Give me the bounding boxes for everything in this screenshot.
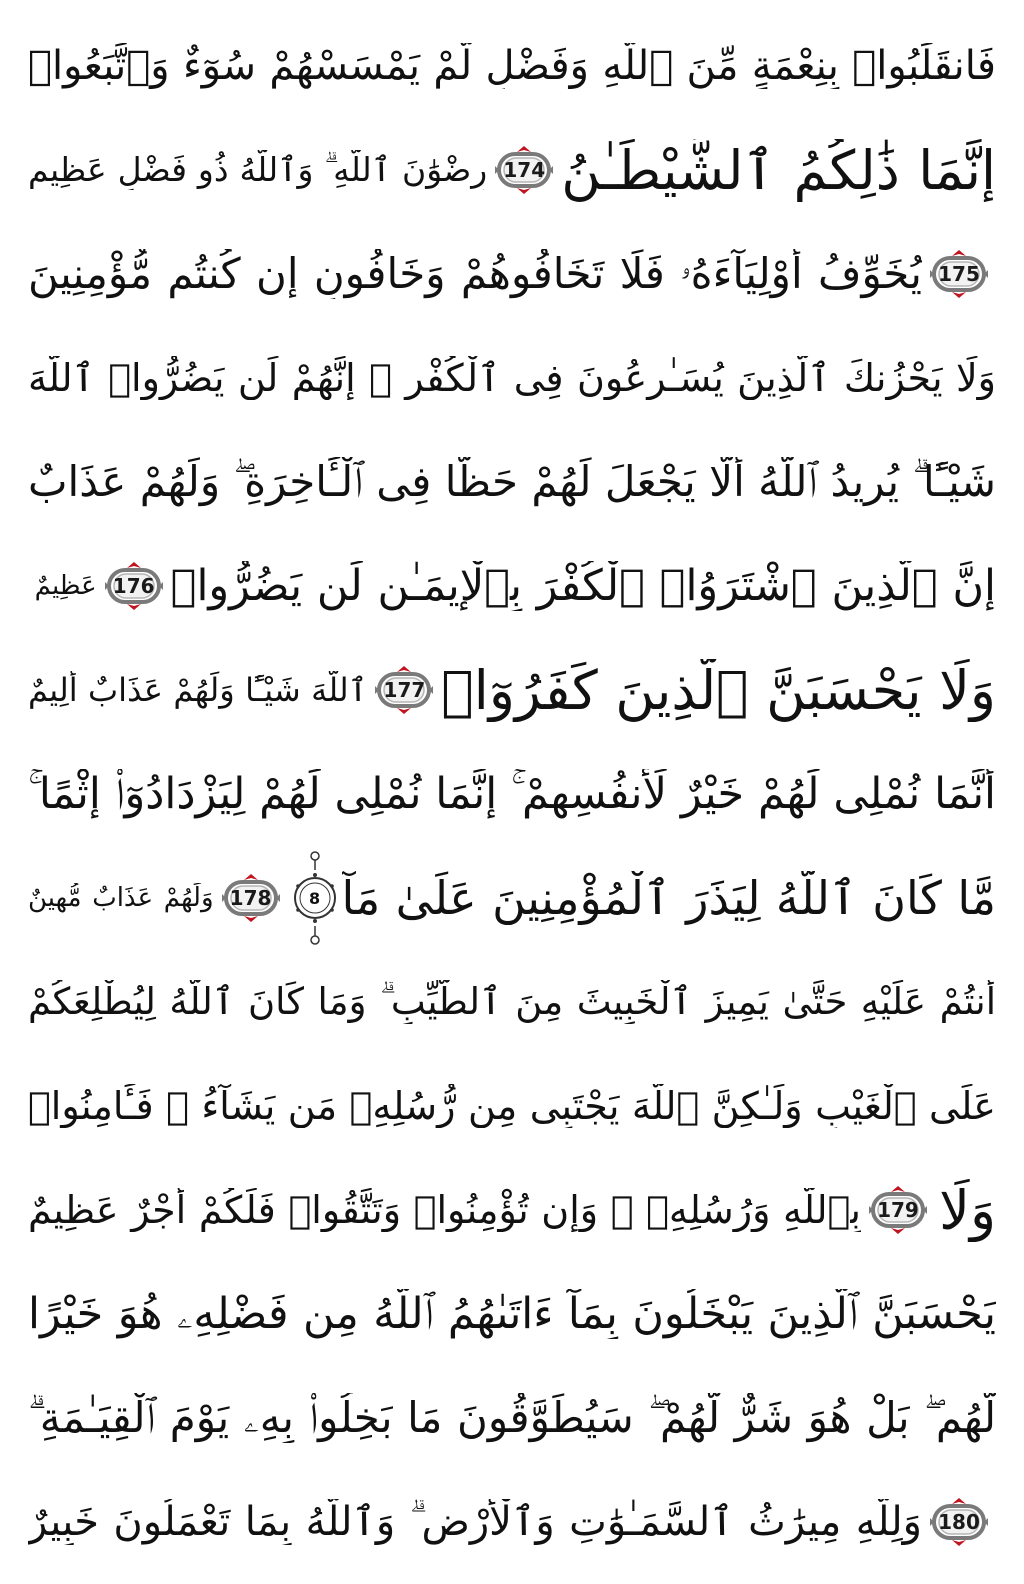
verse-line [28,846,996,950]
verse-text: ٱللَّهَ شَيْـًٔا وَلَهُمْ عَذَابٌ أَلِيمٌ [28,671,368,709]
ayah-number-marker [493,144,555,196]
verse-text: بِٱللَّهِ وَرُسُلِهِۦ ۚ وَإِن تُؤْمِنُوا۟ وَتَتَّقُوا۟ فَلَكُمْ أَجْرٌ عَظِيمٌ [28,1188,861,1232]
verse-text: رِضْوَٰنَ ٱللَّهِ ۗ وَٱللَّهُ ذُو فَضْلٍ عَظِيمٍ [28,150,488,189]
ayah-number-marker [373,664,435,716]
hizb-number: 8 [308,888,321,908]
ayah-number: 174 [503,158,546,182]
ayah-number: 180 [938,1510,980,1534]
ayah-number-marker [103,560,165,612]
verse-text: يَحْسَبَنَّ ٱلَّذِينَ يَبْخَلُونَ بِمَآ ءَاتَىٰهُمُ ٱللَّهُ مِن فَضْلِهِۦ هُوَ خَيْرًا [28,1289,996,1339]
verse-line [28,742,996,846]
verse-line [28,118,996,222]
verse-line [28,326,996,430]
verse-text: أَنتُمْ عَلَيْهِ حَتَّىٰ يَمِيزَ ٱلْخَبِيثَ مِنَ ٱلطَّيِّبِ ۗ وَمَا كَانَ ٱللَّهُ لِيُطْلِعَكُمْ [28,980,996,1023]
ayah-number: 177 [383,678,426,702]
verse-text: وَلَهُمْ عَذَابٌ مُّهِينٌ [28,883,214,913]
verse-line [28,950,996,1054]
verse-text: وَلِلَّهِ مِيرَٰثُ ٱلسَّمَـٰوَٰتِ وَٱلْأَرْضِ ۗ وَٱللَّهُ بِمَا تَعْمَلُونَ خَبِيرٌ [28,1499,922,1545]
verse-line [28,1366,996,1470]
verse-line [28,430,996,534]
verse-text: لَّهُم ۖ بَلْ هُوَ شَرٌّ لَّهُمْ ۖ سَيُطَوَّقُونَ مَا بَخِلُوا۟ بِهِۦ يَوْمَ ٱلْقِيَـٰمَةِ ۗ [28,1393,996,1442]
verse-text: مَّا كَانَ ٱللَّهُ لِيَذَرَ ٱلْمُؤْمِنِينَ عَلَىٰ مَآ [341,871,996,925]
ayah-number: 175 [938,262,980,286]
ayah-number-marker [220,872,282,924]
verse-line [28,638,996,742]
verse-text: أَنَّمَا نُمْلِى لَهُمْ خَيْرٌ لِّأَنفُسِهِمْ ۚ إِنَّمَا نُمْلِى لَهُمْ لِيَزْدَادُوٓا۟ إِثْمًا ۚ [28,769,996,819]
verse-text: شَيْـًٔا ۗ يُرِيدُ ٱللَّهُ أَلَّا يَجْعَلَ لَهُمْ حَظًّا فِى ٱلْـَٔاخِرَةِ ۖ وَلَهُمْ عَذَابٌ [28,457,996,506]
verse-text: وَلَا يَحْزُنكَ ٱلَّذِينَ يُسَـٰرِعُونَ فِى ٱلْكُفْرِ ۚ إِنَّهُمْ لَن يَضُرُّوا۟ ٱللَّهَ [28,356,996,400]
verse-text: يُخَوِّفُ أَوْلِيَآءَهُۥ فَلَا تَخَافُوهُمْ وَخَافُونِ إِن كُنتُم مُّؤْمِنِينَ [28,249,922,298]
verse-text: إِنَّ ٱلَّذِينَ ٱشْتَرَوُا۟ ٱلْكُفْرَ بِٱلْإِيمَـٰنِ لَن يَضُرُّوا۟ [170,561,996,611]
verse-text: فَانقَلَبُوا۟ بِنِعْمَةٍ مِّنَ ٱللَّهِ وَفَضْلٍ لَّمْ يَمْسَسْهُمْ سُوٓءٌ وَٱتَّبَعُوا۟ [28,43,996,89]
verse-text: وَلَا [939,1178,996,1242]
verse-line [28,534,996,638]
ayah-number-marker [928,1496,990,1548]
verse-line [28,1470,996,1574]
ayah-number-marker [928,248,990,300]
verse-text: وَلَا يَحْسَبَنَّ ٱلَّذِينَ كَفَرُوٓا۟ [441,658,996,722]
verse-line [28,1262,996,1366]
verse-text: إِنَّمَا ذَٰلِكُمُ ٱلشَّيْطَـٰنُ [561,138,996,202]
ayah-number: 179 [877,1198,919,1222]
hizb-marker [292,848,338,948]
verse-text: عَلَى ٱلْغَيْبِ وَلَـٰكِنَّ ٱللَّهَ يَجْتَبِى مِن رُّسُلِهِۦ مَن يَشَآءُ ۖ فَـَٔامِنُوا۟ [28,1084,996,1128]
verse-line [28,1054,996,1158]
ayah-number: 178 [229,886,272,910]
verse-line [28,14,996,118]
verse-line [28,222,996,326]
verse-line [28,1158,996,1262]
ayah-number-marker [867,1184,929,1236]
verse-text: عَظِيمٌ [34,571,97,601]
ayah-number: 176 [112,574,155,598]
